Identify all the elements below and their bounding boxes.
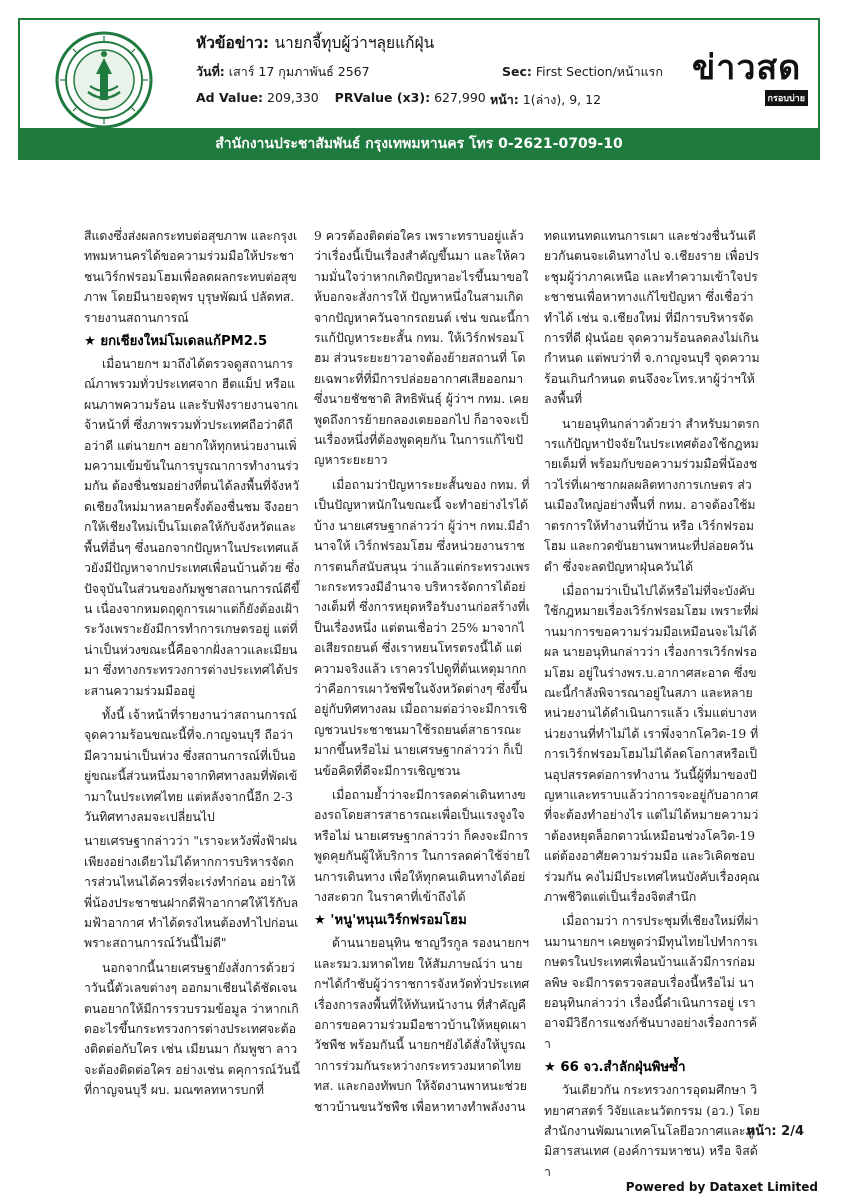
page-value: 1(ล่าง), 9, 12: [522, 92, 602, 107]
date-label: วันที่:: [196, 64, 225, 79]
page-field: [490, 90, 601, 110]
bangkok-seal-icon: [54, 30, 154, 130]
page-label: หน้า:: [490, 92, 519, 107]
paragraph: เมื่อถามว่าเป็นไปได้หรือไม่ที่จะบังคับใช้กฎหมายเรื่องเวิร์กฟรอมโฮม เพราะที่ผ่านมาการขอความร่วมมือเหมือนจะไม่ได้ผล นายอนุทินกล่าวว่า เรื่องการเวิร์กฟรอมโฮม อยู่ในร่างพร.บ.อากาศสะอาด ซึ่งขณะนี้กำลังพิจารณาอยู่ในสภา และหลายหน่วยงานได้ดำเนินการแล้ว เริ่มแต่บางหน่วยงานที่ทำไม่ได้ เราพึ่งจากโควิด-19 ที่การเวิร์กฟรอมโฮมไม่ได้ลดโอกาสหรือเป็นอุปสรรคต่อการทำงาน วันนี้ผู้ที่มาของปัญหาและทราบแล้วว่าการจะอยู่กับอากาศที่จะต้องทำอย่างไร แต่ไม่ได้หมายความว่าต้องหยุดล็อกดาวน์เหมือนช่วงโควิด-19 แต่ต้องอาศัยความร่วมมือ และวิเคิดชอบร่วมกัน คงไม่มีประเทศไหนบังคับเรื่องคุณภาพชีวิตแต่เป็นเรื่องจิตสำนึก: [544, 583, 760, 904]
ad-value-label: Ad Value:: [196, 90, 264, 105]
header-top: [20, 20, 818, 130]
subheading: ★ 'หนู'หนุนเวิร์กฟรอมโฮม: [314, 913, 467, 929]
article-body: [84, 226, 760, 1179]
paragraph: เมื่อถามย้ำว่าจะมีการลดค่าเดินทางของรถโดยสารสาธารณะเพื่อเป็นแรงจูงใจหรือไม่ นายเศรษฐากล่าวว่า ก็คงจะมีการพูดคุยกันผู้ให้บริการ ในการลดค่าใช้จ่ายในการเดินทาง เพื่อให้ทุกคนเดินทางได้อย่างสะดวก ในราคาที่เข้าถึงได้: [314, 787, 530, 904]
headline-text: นายกจี้ทุบผู้ว่าฯลุยแก้ฝุ่น: [274, 34, 435, 52]
headline-row: [196, 30, 666, 55]
subheading: ★ ยกเชียงใหม่โมเดลแก้PM2.5: [84, 334, 268, 350]
article-column-3: [544, 226, 760, 1186]
paragraph: วันเดียวกัน กระทรวงการอุดมศึกษา วิทยาศาสตร์ วิจัยและนวัตกรรม (อว.) โดยสำนักงานพัฒนาเทคโนโลยีอวกาศและภูมิสารสนเทศ (องค์การมหาชน) หรือ จิสด้า: [544, 1083, 760, 1179]
clipping-header: [18, 18, 820, 160]
logo-title: ข่าวสด: [692, 48, 802, 88]
logo-edition: กรอบบ่าย: [765, 90, 808, 106]
date-row: [196, 62, 666, 80]
subheading: ★ 66 จว.สำลักฝุ่นพิษซ้ำ: [544, 1060, 686, 1076]
pr-value-label: PRValue (x3):: [334, 90, 431, 105]
date-value: เสาร์ 17 กุมภาพันธ์ 2567: [228, 64, 370, 79]
pr-value: 627,990: [434, 90, 486, 105]
paragraph: ทั้งนี้ เจ้าหน้าที่รายงานว่าสถานการณ์จุดความร้อนขณะนี้ที่จ.กาญจนบุรี ถือว่ามีความน่าเป็นห่วง ซึ่งสถานการณ์ที่เป็นอยู่ขณะนี้ส่วนหนึ่งมาจากทิศทางลมที่พัดเข้ามาในประเทศไทย แต่หลังจากนี้อีก 2-3 วันทิศทางลมจะเปลี่ยนไป: [84, 707, 298, 824]
article-column-2: [314, 226, 530, 1121]
section-value: First Section/หน้าแรก: [535, 64, 663, 79]
powered-by: Powered by Dataxet Limited: [625, 1180, 818, 1194]
section-field: [502, 62, 663, 82]
paragraph: ด้านนายอนุทิน ชาญวีรกูล รองนายกฯ และรมว.มหาดไทย ให้สัมภาษณ์ว่า นายกฯได้กำชับผู้ว่าราชการจังหวัดทั่วประเทศเรื่องการลงพื้นที่ให้ทันหน้างาน ที่สำคัญคือการขอความร่วมมือชาวบ้านให้หยุดเผาวัชพืช พร้อมกันนี้ นายกฯยังได้สั่งให้บูรณาการร่วมกันระหว่างกระทรวงมหาดไทย ทส. และกองทัพบก ให้จัดงานพาหนะช่วยชาวบ้านขนวัชพืช เพื่อหาทางทำพลังงาน: [314, 936, 530, 1114]
ad-value: 209,330: [267, 90, 319, 105]
paragraph: ทดแทนทดแทนการเผา และช่วงชื่นวันเดียวกันตนจะเดินทางไป จ.เชียงราย เพื่อประชุมผู้ว่าภาคเหนือ และทำความเข้าใจประชาชนเพื่อหาทางแก้ไขปัญหา ซึ่งเชื่อว่าทำได้ เช่น จ.เชียงใหม่ ที่มีการบริหารจัดการที่ดี ฝุ่นน้อย จุดความร้อนลดลงไม่เกินกำหนด แต่พบว่าที่ จ.กาญจนบุรี จุดความร้อนเกินกำหนด ตนจึงจะโทร.หาผู้ว่าฯให้ลงพื้นที่: [544, 229, 760, 407]
paragraph: เมื่อนายกฯ มาถึงได้ตรวจดูสถานการณ์ภาพรวมทั่วประเทศจาก ฮีตแม็ป หรือแผนภาพความร้อน และรับฟังรายงานจากเจ้าหน้าที่ ซึ่งภาพรวมทั่วประเทศถือว่าดีถือว่าดี แต่นายกฯ อยากให้ทุกหน่วยงานเพิ่มความเข้มข้นในการบูรณาการทำงานร่วมกัน ต้องชื่นชมอย่างที่ตนได้ลงพื้นที่จังหวัดเชียงใหม่มาหลายครั้งต้องชื่นชม จึงอยากให้เชียงใหม่เป็นโมเดลให้กับจังหวัดและพื้นที่อื่นๆ ซึ่งนอกจากปัญหาในประเทศแล้วยังมีปัญหาจากประเทศเพื่อนบ้านด้วย ซึ่งปัจจุบันในส่วนของกัมพูชาสถานการณ์ดีขึ้น เนื่องจากหมดฤดูการเผาแต่ก็ยังต้องเฝ้าระวังเพราะยังมีการทำการเกษตรอยู่ แต่ที่น่าเป็นห่วงขณะนี้คือจากฝั่งลาวและเมียนมา ซึ่งทางกระทรวงการต่างประเทศได้ประสานความร่วมมืออยู่: [84, 357, 300, 698]
headline-label: หัวข้อข่าว:: [196, 34, 270, 52]
clipping-info: [196, 30, 666, 126]
value-row: [196, 90, 666, 108]
page-number: หน้า: 2/4: [746, 1124, 804, 1139]
newspaper-logo: [692, 48, 812, 118]
paragraph: เมื่อถามว่าปัญหาระยะสั้นของ กทม. ที่เป็นปัญหาหนักในขณะนี้ จะทำอย่างไรได้บ้าง นายเศรษฐากล่าวว่า ผู้ว่าฯ กทม.มีอำนาจให้ เวิร์กฟรอมโฮม ซึ่งหน่วยงานราชการตนก็สนับสนุน ว่าแล้วแต่กระทรวงเพราะกระทรวงมีอำนาจ บริหารจัดการได้อย่างเต็มที่ ซึ่งการหยุดหรือรับงานก่อสร้างที่เป็นเรื่องหนึ่ง แต่ตนเชื่อว่า 25% มาจากไอเสียรถยนต์ ซึ่งเราหยนโทรตรงนี้ได้ แต่ความจริงแล้ว เราควรไปดูที่ต้นเหตุมากกว่าคือการเผาวัชพืชในจังหวัดต่างๆ ซึ่งขึ้นอยู่กับทิศทางลม เมื่อถามต่อว่าจะมีการเชิญชวนประชาชนมาใช้รถยนต์สาธารณะ มากขึ้นหรือไม่ นายเศรษฐากล่าวว่า ก็เป็นข้อคิดที่ดีจะมีการเชิญชวน: [314, 477, 531, 778]
article-column-1: [84, 226, 300, 1105]
paragraph: นอกจากนี้นายเศรษฐายังสั่งการด้วยว่าวันนี้ตัวเลขต่างๆ ออกมาเชียนได้ชัดเจนตนอยากให้มีการรวบรวมข้อมูล ว่าหากเกิดอะไรขึ้นกระทรวงการต่างประเทศจะต้องติดต่อกับใคร เช่น เมียนมา กัมพูชา ลาว จะต้องติดต่อใคร อย่างเช่น ตคุการณ์วันนี้ที่กาญจนบุรี ผบ. มณฑลทหารบกที่: [84, 960, 300, 1098]
paragraph: 9 ควรต้องติดต่อใคร เพราะทราบอยู่แล้วว่าเรื่องนี้เป็นเรื่องสำคัญขึ้นมา และให้ความมั่นใจว่าหากเกิดปัญหาอะไรขึ้นมาขอให้บอกจะสั่งการให้ ปัญหาหนึ่งในสามเกิดจากปัญหาควันจากรถยนต์ เช่น ขณะนี้การแก้ปัญหาระยะสั้น กทม. ให้เวิร์กฟรอมโฮม ส่วนระยะยาวอาจต้องย้ายสถานที่ โดยเฉพาะที่ที่มีการปล่อยอากาศเสียออกมา ซึ่งนายชัชชาติ สิทธิพันธุ์ ผู้ว่าฯ กทม. เคยพูดถึงการย้ายกลองเตยออกไป ก็อาจจะเป็นเรื่องหนึ่งที่ต้องพูดคุยกัน ในการแก้ไขปัญหาระยะยาว: [314, 229, 530, 468]
agency-banner: สำนักงานประชาสัมพันธ์ กรุงเทพมหานคร โทร 0-2621-0709-10: [20, 128, 818, 160]
paragraph: นายเศรษฐากล่าวว่า "เราจะหวังพึ่งฟ้าฝนเพียงอย่างเดียวไม่ได้หากการบริหารจัดการส่วนไหนได้ควรที่จะเร่งทำก่อน อย่าให้พี่น้องประชาชนฝากดีฟ้าอากาศให้ไร้กับลมฟ้าอากาศ ทำได้ตรงไหนต้องทำไปก่อนเพราะสถานการณ์วันนี้ไม่ดี": [84, 834, 299, 951]
paragraph: เมื่อถามว่า การประชุมที่เชียงใหม่ที่ผ่านมานายกฯ เคยพูดว่ามีทุนไทยไปทำการเกษตรในประเทศเพื่อนบ้านแล้วมีการก่อมลพิษ จะมีการตรวจสอบเรื่องนี้หรือไม่ นายอนุทินกล่าวว่า เรื่องนี้ดำเนินการอยู่ เราอาจมีวิธีการแชงก์ชันบางอย่างเรื่องการค้า: [544, 914, 759, 1051]
paragraph: สีแดงซึ่งส่งผลกระทบต่อสุขภาพ และกรุงเทพมหานครได้ขอความร่วมมือให้ประชาชนเวิร์กฟรอมโฮมเพื่อลดผลกระทบต่อสุขภาพ โดยมีนายจตุพร บุรุษพัฒน์ ปลัดทส. รายงานสถานการณ์: [84, 229, 298, 325]
section-label: Sec:: [502, 64, 532, 79]
paragraph: นายอนุทินกล่าวด้วยว่า สำหรับมาตรการแก้ปัญหาปัจจัยในประเทศต้องใช้กฎหมายเต็มที่ พร้อมกับขอความร่วมมือพี่น้องชาวไร่ที่เผาซากผลผลิตทางการเกษตร ส่วนเมืองใหญ่อย่างพื้นที่ กทม. อาจต้องใช้มาตรการให้ทำงานที่บ้าน หรือ เวิร์กฟรอมโฮม และกวดขันยานพาหนะที่ปล่อยควันดำ ซึ่งจะลดปัญหาฝุ่นควันได้: [544, 416, 760, 574]
